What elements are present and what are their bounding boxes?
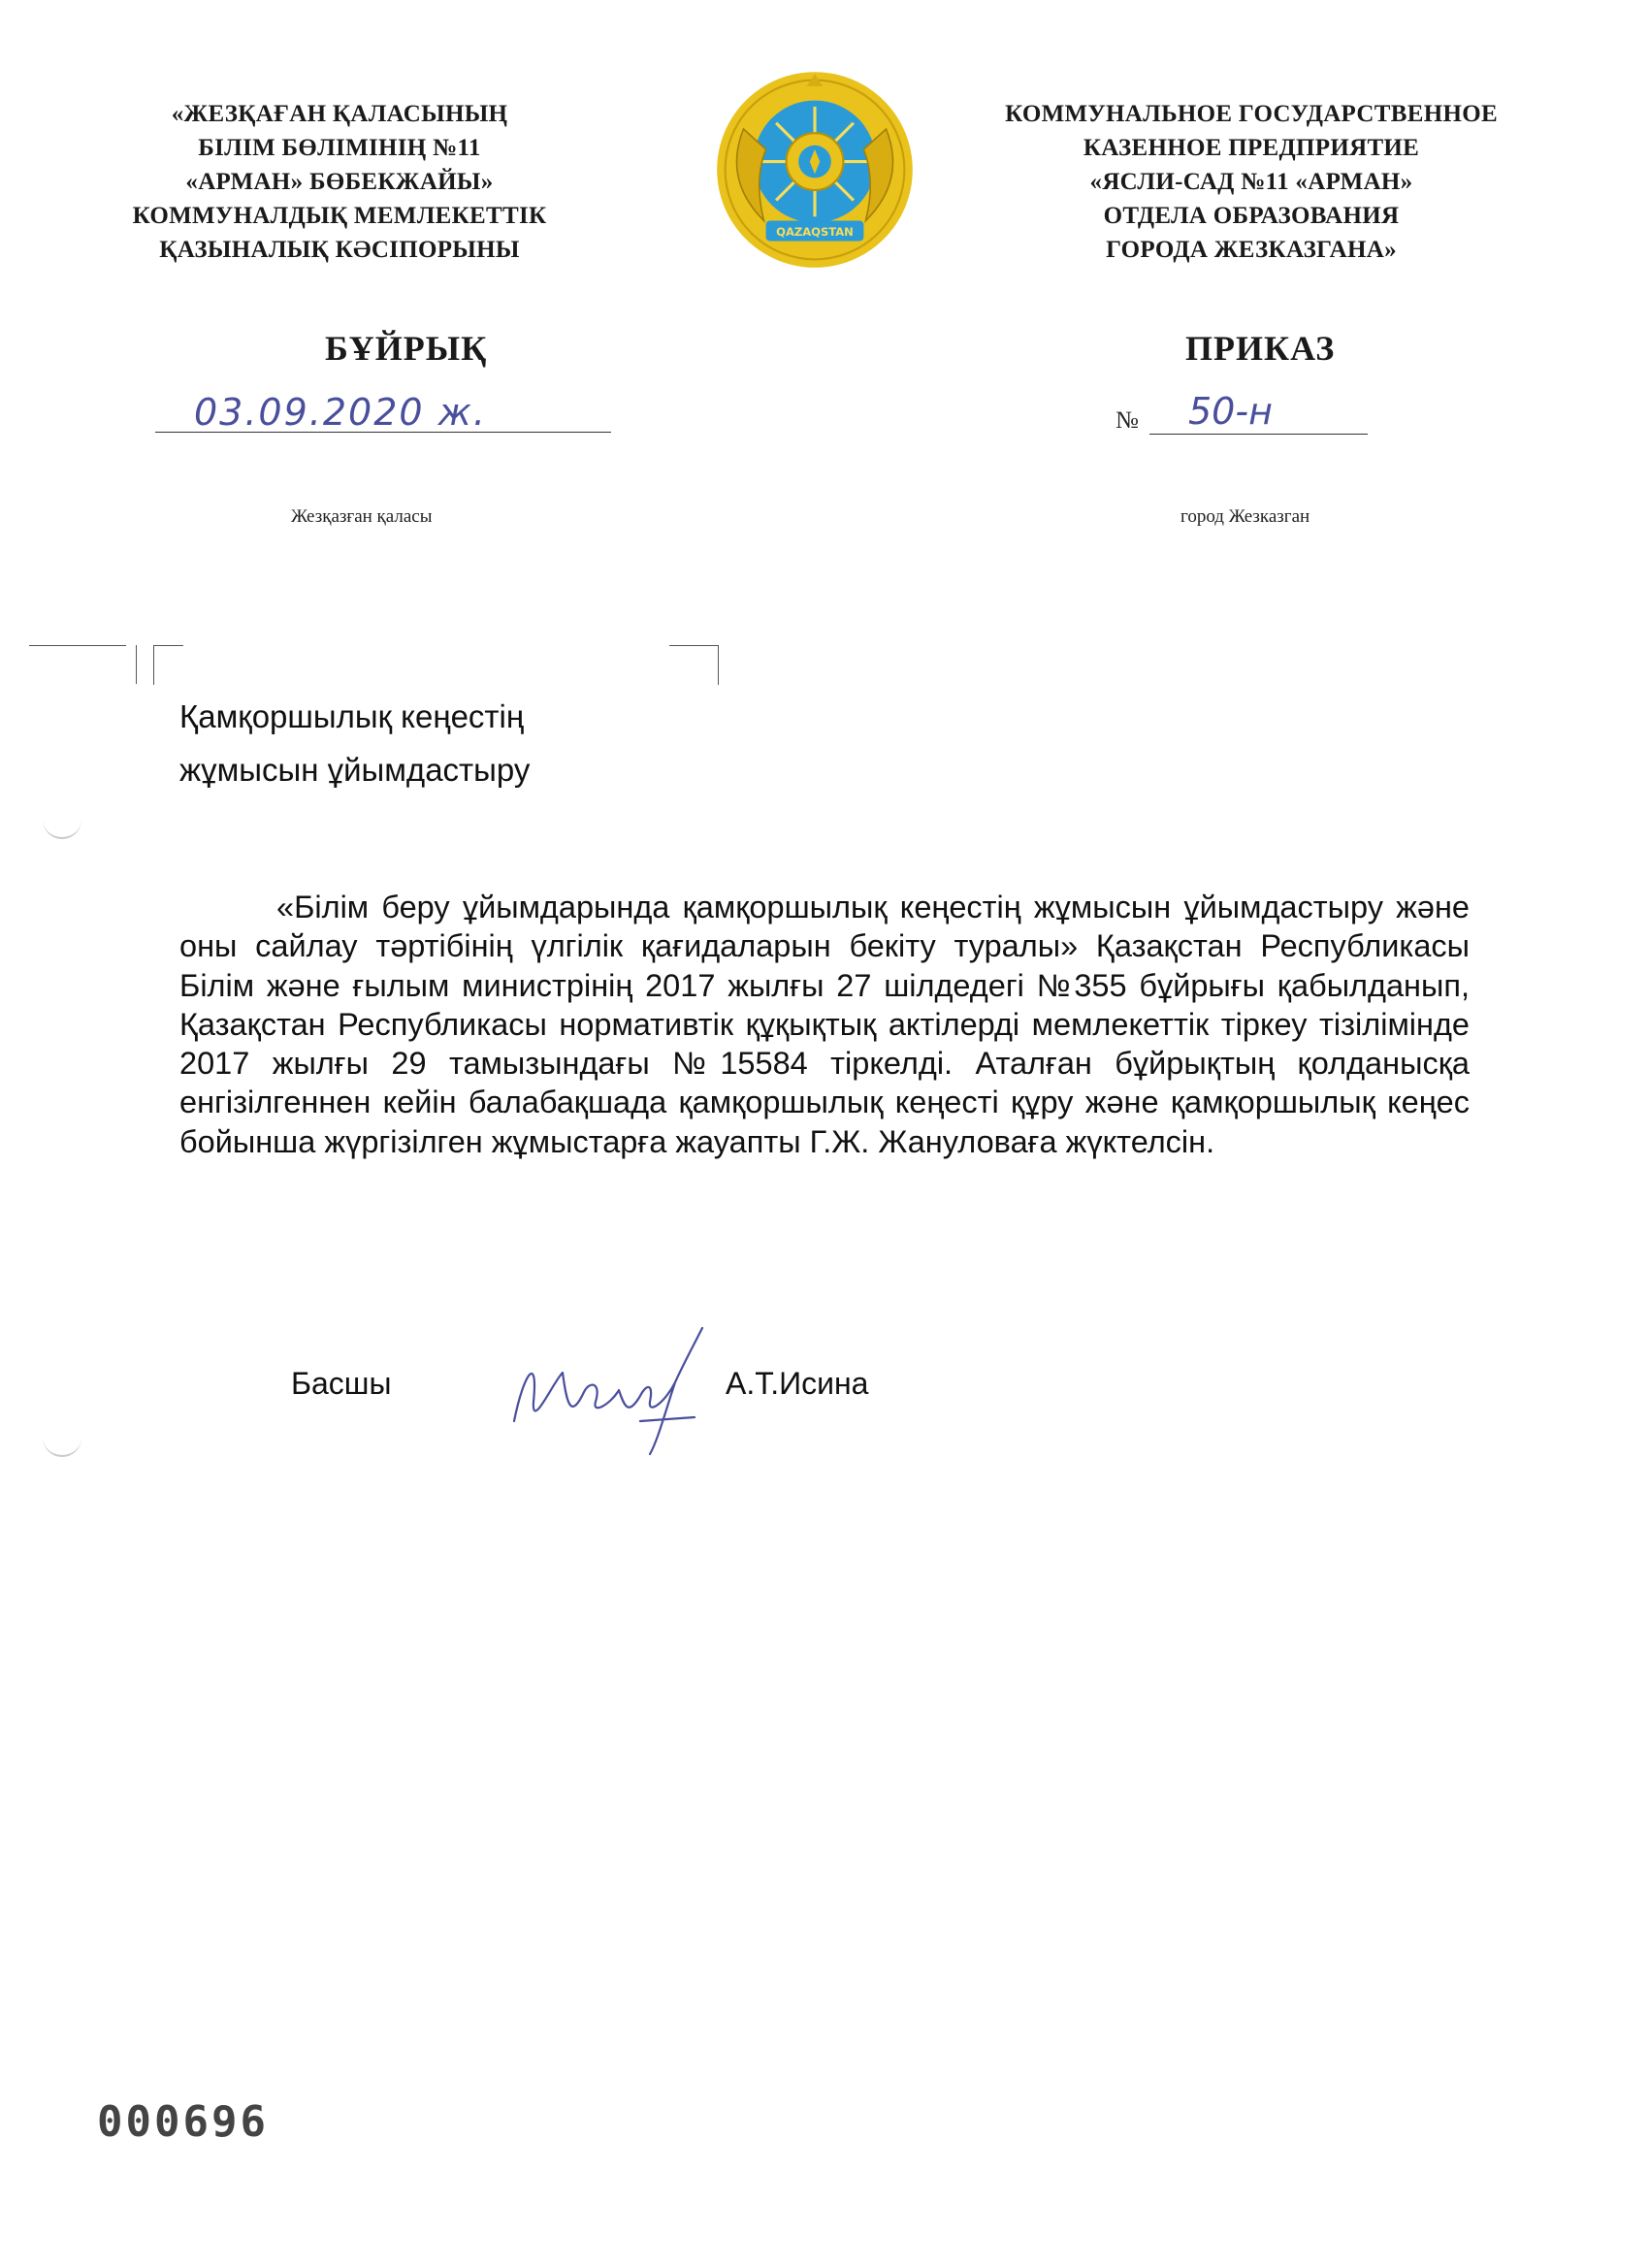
binder-hole-mark [43, 1438, 81, 1457]
date-underline [155, 432, 611, 433]
corner-bracket [153, 645, 183, 685]
number-underline [1149, 434, 1368, 435]
header-russian-line: «ЯСЛИ-САД №11 «АРМАН» [1089, 169, 1413, 195]
header-russian-line: ГОРОДА ЖЕЗКАЗГАНА» [1106, 237, 1397, 263]
header-kazakh-line: КОММУНАЛДЫҚ МЕМЛЕКЕТТІК [132, 203, 547, 229]
emblem-label: QAZAQSTAN [776, 225, 854, 240]
city-kazakh: Жезқазған қаласы [291, 506, 433, 527]
header-russian-line: ОТДЕЛА ОБРАЗОВАНИЯ [1103, 203, 1400, 229]
binder-hole-mark [43, 820, 81, 839]
subject-line: Қамқоршылық кеңестің [179, 698, 525, 734]
header-kazakh [116, 97, 563, 267]
subject-line: жұмысын ұйымдастыру [179, 752, 531, 788]
header-russian [970, 97, 1533, 267]
signatory-name: А.Т.Исина [726, 1366, 869, 1401]
order-number: 50-н [1188, 390, 1273, 433]
corner-bracket [669, 645, 719, 685]
header-kazakh-line: «ЖЕЗҚАҒАН ҚАЛАСЫНЫҢ [171, 101, 508, 127]
order-date: 03.09.2020 ж. [194, 391, 487, 434]
header-kazakh-line: ҚАЗЫНАЛЫҚ КӘСІПОРЫНЫ [159, 237, 520, 263]
registration-number: 000696 [97, 2097, 269, 2147]
header-kazakh-line: «АРМАН» БӨБЕКЖАЙЫ» [185, 169, 494, 195]
corner-bracket [29, 645, 126, 685]
corner-bracket [136, 645, 138, 684]
city-russian: город Жезказган [1180, 506, 1310, 527]
handwritten-signature [495, 1314, 728, 1460]
signatory-title: Басшы [291, 1366, 392, 1401]
header-russian-line: КОММУНАЛЬНОЕ ГОСУДАРСТВЕННОЕ [1005, 101, 1498, 127]
order-title-kazakh: БҰЙРЫҚ [325, 329, 488, 368]
header-russian-line: КАЗЕННОЕ ПРЕДПРИЯТИЕ [1083, 135, 1420, 161]
order-title-russian: ПРИКАЗ [1185, 329, 1336, 368]
order-number-label: № [1116, 407, 1139, 434]
order-body-paragraph: «Білім беру ұйымдарында қамқоршылық кеңестің жұмысын ұйымдастыру және оны сайлау тәртібінің үлгілік қағидаларын бекіту туралы» Қазақстан Республикасы Білім және ғылым министрінің 2017 жылғы 27 шілдедегі №355 бұйрығы қабылданып, Қазақстан Республикасы нормативтік құқықтық актілерді мемлекеттік тіркеу тізілімінде 2017 жылғы 29 тамызындағы №15584 тіркелді. Аталған бұйрықтың қолданысқа енгізілгеннен кейін балабақшада қамқоршылық кеңесті құру және қамқоршылық кеңес бойынша жүргізілген жұмыстарға жауапты Г.Ж. Жануловаға жүктелсін. [179, 890, 1470, 1159]
header-kazakh-line: БІЛІМ БӨЛІМІНІҢ №11 [198, 135, 481, 161]
state-emblem-icon [713, 68, 917, 272]
